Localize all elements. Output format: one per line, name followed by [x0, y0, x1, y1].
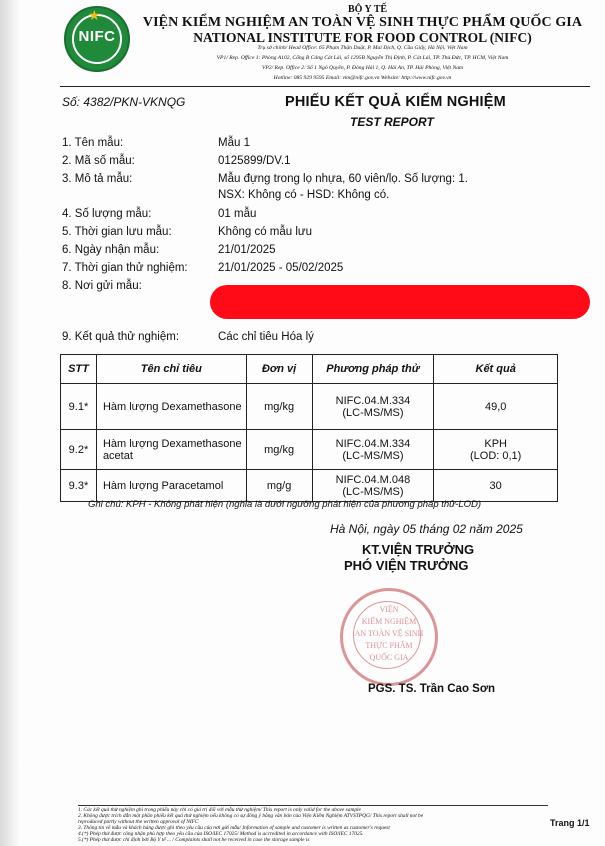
cell-name: Hàm lượng Paracetamol [96, 470, 246, 502]
address-line: VP1/ Rep. Office 1: Phòng A102, Cổng B Cảng Cát Lái, số 1295B Nguyễn Thị Định, P. Cát Lái, TP. Thủ Đức, TP. HCM, Việt Nam [216, 55, 509, 61]
sign-date: Hà Nội, ngày 05 tháng 02 năm 2025 [330, 522, 523, 536]
method-technique: (LC-MS/MS) [342, 406, 404, 419]
info-value: Mẫu đựng trong lọ nhựa, 60 viên/lọ. Số lượng: 1. [218, 173, 468, 185]
cell-result [434, 430, 558, 470]
results-table [60, 354, 558, 502]
institute-name-en: NATIONAL INSTITUTE FOR FOOD CONTROL (NIFC) [193, 30, 532, 45]
info-label: 3. Mô tả mẫu: [62, 173, 133, 185]
official-stamp [340, 588, 438, 686]
name-line: acetat [102, 449, 133, 462]
method-technique: (LC-MS/MS) [342, 449, 404, 462]
scan-shadow [0, 0, 20, 846]
cell-result: 49,0 [434, 384, 558, 430]
address-line: Trụ sở chính/ Head Office: 65 Phạm Thận Duật, P. Mai Dịch, Q. Cầu Giấy, Hà Nội, Việt Nam [257, 45, 468, 51]
info-label: 2. Mã số mẫu: [62, 155, 135, 167]
signer-position: KT.VIỆN TRƯỞNG [362, 542, 475, 557]
cell-stt: 9.3* [61, 470, 97, 502]
col-header: Tên chỉ tiêu [96, 355, 246, 384]
info-value: Không có mẫu lưu [218, 226, 313, 238]
cell-name [96, 430, 246, 470]
logo-text: NIFC [78, 28, 116, 45]
address-line: VP2/ Rep. Office 2: Số 1 Ngô Quyền, P. Đông Hải 1, Q. Hải An, TP. Hải Phòng, Việt Nam [261, 65, 464, 71]
report-number: Số: 4382/PKN-VKNQG [62, 95, 186, 109]
stamp-text: THỰC PHẨM [365, 641, 413, 650]
redacted-sender [210, 285, 590, 319]
info-value: 01 mẫu [218, 208, 257, 220]
info-label: 7. Thời gian thử nghiệm: [62, 262, 188, 274]
footer-divider [78, 805, 548, 806]
info-value-cont: NSX: Không có - HSD: Không có. [218, 189, 390, 201]
table-row [61, 470, 558, 502]
info-label: 4. Số lượng mẫu: [62, 208, 152, 220]
signer-name: PGS. TS. Trần Cao Sơn [368, 683, 496, 695]
info-label: 9. Kết quả thử nghiệm: [62, 331, 180, 343]
info-value: Các chỉ tiêu Hóa lý [218, 331, 314, 343]
stamp-text: QUỐC GIA [369, 653, 409, 662]
cell-stt: 9.1* [61, 384, 97, 430]
footer-line: 3. Thông tin về mẫu và khách hàng được ghi theo yêu cầu của nơi gửi mẫu/ Information of sample and customer is written as customer's request [78, 825, 390, 831]
cell-unit: mg/kg [246, 430, 312, 470]
footer-line: 4.(*) Phép thử được công nhận phù hợp theo yêu cầu của ISO/IEC 17025/ Method is accredited in accordance with ISO/IEC 17025. [78, 831, 364, 837]
footer-line: reproduced partly without the written approval of NIFC [78, 819, 199, 825]
col-header: Kết quả [434, 355, 558, 384]
info-value: 0125899/DV.1 [218, 155, 291, 167]
star-icon: ★ [88, 7, 101, 23]
table-note: Ghi chú: KPH - Không phát hiện (nghĩa là dưới ngưỡng phát hiện của phương pháp thử-LOD) [88, 499, 482, 510]
col-header: Đơn vị [246, 355, 312, 384]
cell-unit: mg/kg [246, 384, 312, 430]
cell-result: 30 [434, 470, 558, 502]
page-number: Trang 1/1 [550, 818, 590, 828]
info-label: 5. Thời gian lưu mẫu: [62, 226, 172, 238]
cell-method [312, 384, 434, 430]
method-technique: (LC-MS/MS) [342, 485, 404, 498]
table-row [61, 430, 558, 470]
col-header: STT [61, 355, 97, 384]
info-value: Mẫu 1 [218, 137, 250, 149]
info-label: 6. Ngày nhận mẫu: [62, 244, 160, 256]
stamp-text: VIỆN [379, 605, 399, 614]
method-code: NIFC.04.M.048 [335, 473, 411, 486]
contact-line: Hotline: 085 929 9595 Email: vkn@nifc.gov.vn Website: http://www.nifc.gov.vn [273, 75, 452, 81]
cell-method [312, 470, 434, 502]
info-label: 8. Nơi gửi mẫu: [62, 280, 142, 292]
table-header [61, 355, 558, 384]
cell-stt: 9.2* [61, 430, 97, 470]
footer-line: 5.(*) Phép thử được chỉ định bởi Bộ Y tế ... / Complaints shall not be received in case the storage sample is [78, 837, 310, 843]
cell-unit: mg/g [246, 470, 312, 502]
result-lod: (LOD: 0,1) [469, 449, 522, 462]
signer-position: PHÓ VIỆN TRƯỞNG [344, 558, 469, 573]
report-title: PHIẾU KẾT QUẢ KIỂM NGHIỆM [285, 94, 506, 110]
report-subtitle: TEST REPORT [350, 115, 434, 129]
info-label: 1. Tên mẫu: [62, 137, 124, 149]
info-value: 21/01/2025 - 05/02/2025 [218, 262, 344, 274]
header-divider [60, 86, 590, 87]
stamp-text: AN TOÀN VỆ SINH [354, 629, 424, 638]
footer-line: 2. Không được trích dẫn một phần phiếu kết quả thử nghiệm nếu không có sự đồng ý bằng văn bản của Viện Kiểm Nghiệm ATVSTPQG/ This report shall not be [78, 813, 424, 819]
info-value: 21/01/2025 [218, 244, 276, 256]
cell-method [312, 430, 434, 470]
method-code: NIFC.04.M.334 [335, 394, 411, 407]
table-row [61, 384, 558, 430]
col-header: Phương pháp thử [312, 355, 434, 384]
result-value: KPH [484, 437, 507, 450]
name-line: Hàm lượng Dexamethasone [102, 437, 242, 450]
cell-name: Hàm lượng Dexamethasone [96, 384, 246, 430]
institute-name-vn: VIỆN KIỂM NGHIỆM AN TOÀN VỆ SINH THỰC PHẨM QUỐC GIA [142, 15, 583, 30]
ministry-name: BỘ Y TẾ [347, 4, 388, 15]
stamp-text: KIỂM NGHIỆM [361, 617, 417, 626]
method-code: NIFC.04.M.334 [335, 437, 411, 450]
footer-line: 1. Các kết quả thử nghiệm ghi trong phiếu này chỉ có giá trị đối với mẫu thử nghiệm/ This report is only valid for the above sample [78, 807, 361, 813]
